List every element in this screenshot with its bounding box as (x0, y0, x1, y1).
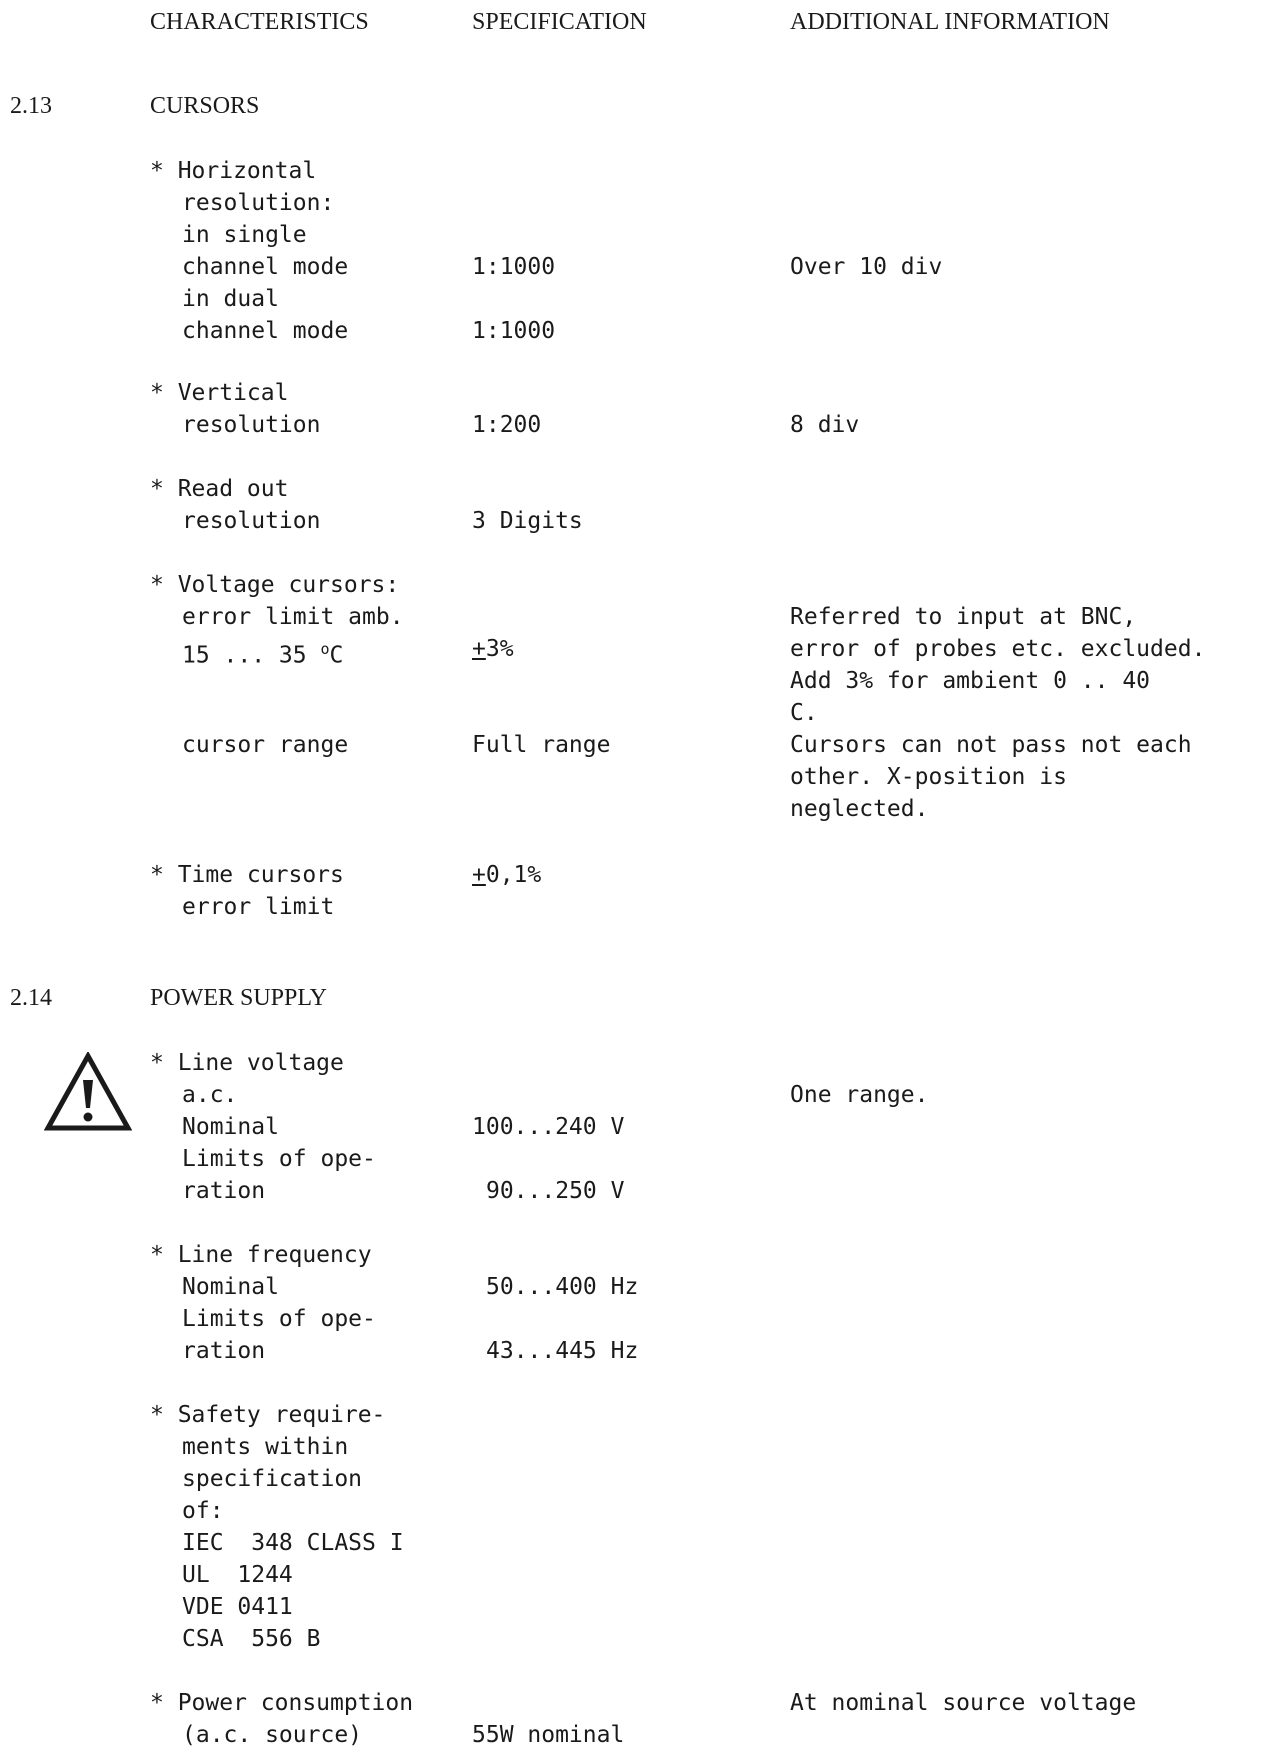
readout-resolution-spec: 3 Digits (472, 508, 583, 534)
voltage-cursors-label-line: * Voltage cursors: (150, 572, 400, 598)
safety-label-line: ments within (182, 1434, 349, 1460)
safety-standard-csa: CSA 556 B (182, 1626, 321, 1652)
voltage-cursors-spec: +3% (472, 636, 514, 662)
degree-superscript: o (320, 640, 330, 658)
plus-minus-sign: + (472, 862, 486, 888)
section-title-power-supply: POWER SUPPLY (150, 985, 327, 1011)
line-voltage-label-line: a.c. (182, 1082, 238, 1108)
vertical-resolution-label-line: * Vertical (150, 380, 289, 406)
line-voltage-label-line: * Line voltage (150, 1050, 344, 1076)
safety-standard-vde: VDE 0411 (182, 1594, 293, 1620)
voltage-cursors-info-line: C. (790, 700, 818, 726)
power-consumption-label-line: * Power consumption (150, 1690, 414, 1716)
line-frequency-label-line: Nominal (182, 1274, 279, 1300)
plus-minus-sign: + (472, 636, 486, 662)
power-consumption-info: At nominal source voltage (790, 1690, 1137, 1716)
vertical-resolution-spec: 1:200 (472, 412, 542, 438)
line-frequency-label-line: ration (182, 1338, 266, 1364)
warning-icon (44, 1052, 132, 1132)
header-additional-information: ADDITIONAL INFORMATION (790, 9, 1110, 35)
section-number-2-14: 2.14 (10, 985, 52, 1011)
line-frequency-limits-spec: 43...445 Hz (486, 1338, 639, 1364)
vertical-resolution-info: 8 div (790, 412, 860, 438)
voltage-cursors-info-line: error of probes etc. excluded. (790, 636, 1206, 662)
single-channel-info: Over 10 div (790, 254, 943, 280)
section-number-2-13: 2.13 (10, 93, 52, 119)
vertical-resolution-label-line: resolution (182, 412, 321, 438)
cursor-range-info-line: neglected. (790, 796, 929, 822)
voltage-cursors-temp-line: 15 ... 35 $^o$C (182, 640, 344, 669)
readout-resolution-label-line: resolution (182, 508, 321, 534)
safety-label-line: specification (182, 1466, 363, 1492)
voltage-cursors-info-line: Referred to input at BNC, (790, 604, 1137, 630)
line-frequency-label-line: Limits of ope- (182, 1306, 376, 1332)
line-voltage-nominal-spec: 100...240 V (472, 1114, 625, 1140)
horizontal-resolution-label-line: in dual (182, 286, 279, 312)
voltage-cursors-label-line: error limit amb. (182, 604, 404, 630)
single-channel-spec: 1:1000 (472, 254, 556, 280)
readout-resolution-label-line: * Read out (150, 476, 289, 502)
cursor-range-info-line: other. X-position is (790, 764, 1067, 790)
power-consumption-spec: 55W nominal (472, 1722, 625, 1748)
cursor-range-spec: Full range (472, 732, 611, 758)
time-cursors-spec: +0,1% (472, 862, 542, 888)
voltage-cursors-info-line: Add 3% for ambient 0 .. 40 (790, 668, 1151, 694)
line-voltage-limits-spec: 90...250 V (486, 1178, 625, 1204)
horizontal-resolution-label-line: channel mode (182, 318, 349, 344)
cursor-range-label: cursor range (182, 732, 349, 758)
line-voltage-label-line: Nominal (182, 1114, 279, 1140)
power-consumption-label-line: (a.c. source) (182, 1722, 363, 1748)
horizontal-resolution-label-line: resolution: (182, 190, 335, 216)
horizontal-resolution-label-line: channel mode (182, 254, 349, 280)
horizontal-resolution-label-line: in single (182, 222, 307, 248)
time-cursors-label-line: error limit (182, 894, 335, 920)
section-title-cursors: CURSORS (150, 93, 260, 119)
safety-standard-iec: IEC 348 CLASS I (182, 1530, 404, 1556)
line-voltage-label-line: Limits of ope- (182, 1146, 376, 1172)
safety-standard-ul: UL 1244 (182, 1562, 293, 1588)
header-characteristics: CHARACTERISTICS (150, 9, 369, 35)
safety-label-line: * Safety require- (150, 1402, 386, 1428)
line-frequency-label-line: * Line frequency (150, 1242, 372, 1268)
header-specification: SPECIFICATION (472, 9, 647, 35)
line-voltage-label-line: ration (182, 1178, 266, 1204)
safety-label-line: of: (182, 1498, 224, 1524)
dual-channel-spec: 1:1000 (472, 318, 556, 344)
line-frequency-nominal-spec: 50...400 Hz (486, 1274, 639, 1300)
time-cursors-label-line: * Time cursors (150, 862, 344, 888)
horizontal-resolution-label-line: * Horizontal (150, 158, 317, 184)
cursor-range-info-line: Cursors can not pass not each (790, 732, 1192, 758)
line-voltage-info: One range. (790, 1082, 929, 1108)
